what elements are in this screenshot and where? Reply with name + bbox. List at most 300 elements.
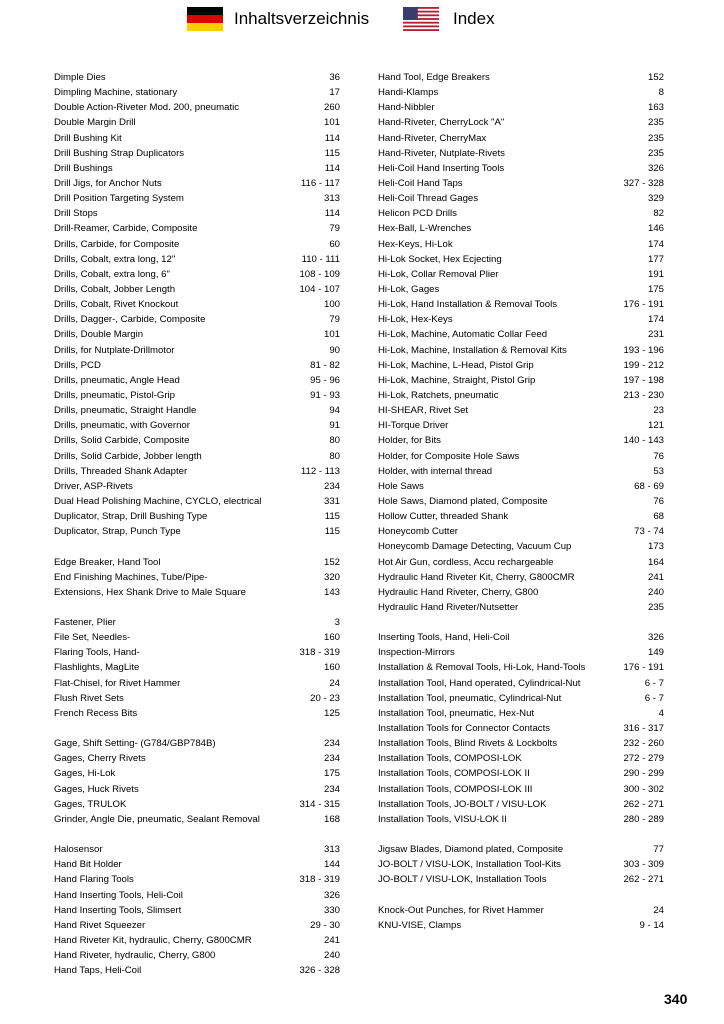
index-term: Gages, Hi-Lok — [54, 768, 116, 780]
index-term: Drills, Cobalt, extra long, 6" — [54, 268, 170, 280]
index-entry — [54, 161, 340, 176]
index-page-ref: 91 - 93 — [310, 389, 340, 401]
index-entry — [54, 297, 340, 312]
index-entry — [54, 343, 340, 358]
index-entry — [378, 358, 664, 373]
index-entry — [54, 691, 340, 706]
index-entry — [54, 221, 340, 236]
index-spacer — [54, 721, 340, 736]
index-term: Hand Riveter Kit, hydraulic, Cherry, G800CMR — [54, 935, 252, 947]
index-page-ref: 234 — [323, 480, 340, 492]
index-page-ref: 68 — [653, 511, 664, 523]
index-entry — [378, 433, 664, 448]
index-term: Installation Tools, Blind Rivets & Lockbolts — [378, 738, 557, 750]
index-entry — [54, 327, 340, 342]
index-term: Jigsaw Blades, Diamond plated, Composite — [378, 844, 564, 856]
index-entry — [54, 963, 340, 978]
index-entry — [54, 282, 340, 297]
index-page-ref: 331 — [323, 495, 340, 507]
index-term: Drills, Cobalt, Rivet Knockout — [54, 299, 179, 311]
index-term: Hi-Lok, Collar Removal Plier — [378, 268, 499, 280]
index-page-ref: 146 — [647, 223, 664, 235]
index-entry — [378, 403, 664, 418]
index-entry — [378, 494, 664, 509]
index-term: Hydraulic Hand Riveter, Cherry, G800 — [378, 586, 539, 598]
index-page-ref: 326 — [323, 889, 340, 901]
index-spacer — [378, 615, 664, 630]
index-term: JO-BOLT / VISU-LOK, Installation Tool-Kits — [378, 859, 561, 871]
index-page-ref: 262 - 271 — [623, 874, 664, 886]
index-page-ref: 101 — [323, 117, 340, 129]
index-page-ref: 176 - 191 — [623, 299, 664, 311]
index-page-ref: 330 — [323, 904, 340, 916]
index-term: Heli-Coil Thread Gages — [378, 193, 479, 205]
index-page-ref: 272 - 279 — [623, 753, 664, 765]
index-term: Hole Saws, Diamond plated, Composite — [378, 495, 548, 507]
index-page-ref: 176 - 191 — [623, 662, 664, 674]
index-term: Drills, Dagger-, Carbide, Composite — [54, 314, 206, 326]
index-term: Driver, ASP-Rivets — [54, 480, 133, 492]
index-entry — [54, 842, 340, 857]
index-page-ref: 110 - 111 — [301, 253, 340, 265]
index-page-ref: 149 — [647, 647, 664, 659]
index-page-ref: 260 — [323, 102, 340, 114]
index-entry — [378, 161, 664, 176]
index-term: Duplicator, Strap, Punch Type — [54, 526, 181, 538]
index-term: Hole Saws — [378, 480, 424, 492]
index-term: Extensions, Hex Shank Drive to Male Square — [54, 586, 246, 598]
index-term: Installation Tools for Connector Contacts — [378, 723, 551, 735]
index-page-ref: 173 — [647, 541, 664, 553]
index-term: Gages, Huck Rivets — [54, 783, 139, 795]
index-entry — [378, 600, 664, 615]
index-entry — [378, 297, 664, 312]
index-term: Heli-Coil Hand Taps — [378, 177, 463, 189]
index-term: Hand Rivet Squeezer — [54, 919, 146, 931]
index-entry — [54, 570, 340, 585]
index-page-ref: 68 - 69 — [634, 480, 664, 492]
index-entry — [54, 872, 340, 887]
index-term: Drills, Double Margin — [54, 329, 144, 341]
index-entry — [54, 766, 340, 781]
index-spacer — [378, 888, 664, 903]
index-page-ref: 9 - 14 — [639, 919, 664, 931]
index-spacer — [54, 600, 340, 615]
index-term: Installation Tools, COMPOSI-LOK III — [378, 783, 533, 795]
index-entry — [378, 464, 664, 479]
index-page-ref: 104 - 107 — [299, 283, 340, 295]
index-page-ref: 76 — [653, 450, 664, 462]
index-term: Dimpling Machine, stationary — [54, 87, 178, 99]
index-term: Dual Head Polishing Machine, CYCLO, electrical — [54, 495, 262, 507]
index-entry — [54, 449, 340, 464]
index-page-ref: 144 — [323, 859, 340, 871]
index-page-ref: 94 — [329, 405, 340, 417]
index-page-ref: 234 — [323, 738, 340, 750]
index-column-left — [54, 70, 340, 978]
index-term: Drill Bushings — [54, 162, 113, 174]
index-term: Drills, Threaded Shank Adapter — [54, 465, 188, 477]
index-entry — [378, 327, 664, 342]
index-page-ref: 240 — [323, 950, 340, 962]
index-page-ref: 326 — [647, 162, 664, 174]
index-page-ref: 90 — [329, 344, 340, 356]
index-term: Hi-Lok, Ratchets, pneumatic — [378, 389, 499, 401]
index-entry — [54, 494, 340, 509]
index-page-ref: 303 - 309 — [623, 859, 664, 871]
index-page-ref: 29 - 30 — [310, 919, 340, 931]
index-term: Hi-Lok, Hex-Keys — [378, 314, 453, 326]
index-entry — [378, 812, 664, 827]
index-entry — [378, 524, 664, 539]
index-term: Hand-Riveter, CherryMax — [378, 132, 487, 144]
index-entry — [378, 191, 664, 206]
index-page-ref: 240 — [647, 586, 664, 598]
index-term: Inserting Tools, Hand, Heli-Coil — [378, 632, 510, 644]
index-entry — [378, 146, 664, 161]
index-page-ref: 174 — [647, 238, 664, 250]
index-term: Drill-Reamer, Carbide, Composite — [54, 223, 198, 235]
index-term: Holder, for Bits — [378, 435, 441, 447]
index-page-ref: 326 — [647, 632, 664, 644]
index-page-ref: 152 — [323, 556, 340, 568]
index-entry — [378, 282, 664, 297]
index-term: Hand-Riveter, Nutplate-Rivets — [378, 147, 505, 159]
index-entry — [378, 766, 664, 781]
index-entry — [54, 660, 340, 675]
index-page-ref: 175 — [323, 768, 340, 780]
index-page-ref: 112 - 113 — [300, 465, 340, 477]
index-entry — [54, 85, 340, 100]
index-entry — [378, 418, 664, 433]
index-term: Hi-Lok, Machine, Automatic Collar Feed — [378, 329, 548, 341]
index-page-ref: 160 — [323, 662, 340, 674]
index-page-ref: 140 - 143 — [623, 435, 664, 447]
index-entry — [378, 691, 664, 706]
index-term: Drills, pneumatic, Pistol-Grip — [54, 389, 176, 401]
index-entry — [378, 630, 664, 645]
index-page-ref: 115 — [324, 511, 340, 523]
index-entry — [378, 312, 664, 327]
index-page-ref: 76 — [653, 495, 664, 507]
index-entry — [54, 524, 340, 539]
index-term: Installation Tools, COMPOSI-LOK II — [378, 768, 530, 780]
index-page-ref: 213 - 230 — [623, 389, 664, 401]
index-term: JO-BOLT / VISU-LOK, Installation Tools — [378, 874, 547, 886]
index-page-ref: 116 - 117 — [300, 177, 340, 189]
index-term: Hand Inserting Tools, Heli-Coil — [54, 889, 183, 901]
index-term: HI-Torque Driver — [378, 420, 449, 432]
index-spacer — [54, 827, 340, 842]
index-page-ref: 231 — [647, 329, 664, 341]
index-term: File Set, Needles- — [54, 632, 131, 644]
index-page-ref: 3 — [334, 617, 340, 629]
index-entry — [378, 479, 664, 494]
index-entry — [378, 570, 664, 585]
index-entry — [378, 206, 664, 221]
index-term: Drill Bushing Kit — [54, 132, 122, 144]
index-term: Hi-Lok, Machine, Straight, Pistol Grip — [378, 374, 536, 386]
index-term: Hand Flaring Tools — [54, 874, 134, 886]
index-page-ref: 174 — [647, 314, 664, 326]
index-spacer — [378, 827, 664, 842]
index-page-ref: 175 — [647, 283, 664, 295]
index-entry — [54, 509, 340, 524]
index-page-ref: 115 — [324, 147, 340, 159]
index-entry — [378, 100, 664, 115]
index-page-ref: 4 — [658, 707, 664, 719]
index-page-ref: 101 — [323, 329, 340, 341]
index-entry — [54, 131, 340, 146]
index-term: Hi-Lok, Hand Installation & Removal Tools — [378, 299, 557, 311]
index-entry — [54, 464, 340, 479]
index-page-ref: 115 — [324, 526, 340, 538]
index-entry — [378, 797, 664, 812]
index-page-ref: 234 — [323, 753, 340, 765]
index-entry — [54, 312, 340, 327]
index-entry — [378, 131, 664, 146]
index-page-ref: 6 - 7 — [644, 692, 664, 704]
index-term: Handi-Klamps — [378, 87, 439, 99]
index-page-ref: 114 — [324, 208, 340, 220]
index-term: Drills, Cobalt, extra long, 12" — [54, 253, 176, 265]
index-entry — [54, 812, 340, 827]
index-term: Hex-Keys, Hi-Lok — [378, 238, 453, 250]
index-term: Halosensor — [54, 844, 103, 856]
index-entry — [378, 343, 664, 358]
index-entry — [378, 676, 664, 691]
index-page-ref: 163 — [647, 102, 664, 114]
index-page-ref: 320 — [323, 571, 340, 583]
index-term: Installation Tools, VISU-LOK II — [378, 813, 507, 825]
page-header — [0, 5, 724, 35]
index-page-ref: 79 — [329, 223, 340, 235]
index-page-ref: 20 - 23 — [310, 692, 340, 704]
index-term: Installation Tool, pneumatic, Hex-Nut — [378, 707, 535, 719]
index-term: Dimple Dies — [54, 72, 106, 83]
index-page-ref: 53 — [653, 465, 664, 477]
index-page-ref: 143 — [323, 586, 340, 598]
index-page-ref: 164 — [647, 556, 664, 568]
index-term: Installation Tools, COMPOSI-LOK — [378, 753, 522, 765]
index-term: Hand Bit Holder — [54, 859, 122, 871]
index-term: Drill Stops — [54, 208, 98, 220]
index-term: Installation Tool, pneumatic, Cylindrical-Nut — [378, 692, 562, 704]
index-term: KNU-VISE, Clamps — [378, 919, 462, 931]
index-term: Hydraulic Hand Riveter/Nutsetter — [378, 601, 519, 613]
index-page-ref: 314 - 315 — [299, 798, 340, 810]
index-term: Duplicator, Strap, Drill Bushing Type — [54, 511, 208, 523]
index-term: Double Action-Riveter Mod. 200, pneumatic — [54, 102, 240, 114]
index-term: HI-SHEAR, Rivet Set — [378, 405, 469, 417]
index-page-ref: 234 — [323, 783, 340, 795]
index-page-ref: 80 — [329, 450, 340, 462]
index-entry — [378, 736, 664, 751]
index-page-ref: 36 — [329, 72, 340, 83]
index-entry — [378, 645, 664, 660]
index-term: Hollow Cutter, threaded Shank — [378, 511, 509, 523]
index-term: Inspection-Mirrors — [378, 647, 455, 659]
index-term: Drills, pneumatic, Angle Head — [54, 374, 180, 386]
index-page-ref: 77 — [653, 844, 664, 856]
index-entry — [54, 115, 340, 130]
index-term: Honeycomb Cutter — [378, 526, 458, 538]
index-entry — [54, 933, 340, 948]
index-page-ref: 8 — [658, 87, 664, 99]
index-page-ref: 280 - 289 — [623, 813, 664, 825]
index-entry — [378, 267, 664, 282]
index-page-ref: 121 — [647, 420, 664, 432]
index-entry — [54, 585, 340, 600]
index-term: Gages, TRULOK — [54, 798, 127, 810]
index-entry — [54, 782, 340, 797]
index-term: Hand Riveter, hydraulic, Cherry, G800 — [54, 950, 216, 962]
us-flag-icon — [403, 7, 439, 31]
index-entry — [54, 100, 340, 115]
index-term: Hi-Lok Socket, Hex Ecjecting — [378, 253, 502, 265]
index-term: Hand Inserting Tools, Slimsert — [54, 904, 182, 916]
index-page-ref: 191 — [647, 268, 664, 280]
index-entry — [378, 555, 664, 570]
index-page-ref: 193 - 196 — [623, 344, 664, 356]
index-term: Gages, Cherry Rivets — [54, 753, 146, 765]
index-page-ref: 73 - 74 — [634, 526, 664, 538]
index-entry — [54, 70, 340, 85]
index-entry — [378, 842, 664, 857]
index-entry — [378, 85, 664, 100]
index-page-ref: 241 — [323, 935, 340, 947]
index-entry — [54, 918, 340, 933]
index-entry — [378, 509, 664, 524]
index-page-ref: 81 - 82 — [310, 359, 340, 371]
index-page-ref: 125 — [323, 707, 340, 719]
index-page-ref: 23 — [653, 405, 664, 417]
index-page-ref: 316 - 317 — [623, 723, 664, 735]
index-term: Hand-Nibbler — [378, 102, 435, 114]
index-entry — [54, 555, 340, 570]
index-entry — [54, 903, 340, 918]
index-term: Hand Taps, Heli-Coil — [54, 965, 142, 977]
index-page-ref: 24 — [653, 904, 664, 916]
index-term: Hi-Lok, Gages — [378, 283, 440, 295]
index-term: Drills, Carbide, for Composite — [54, 238, 180, 250]
index-entry — [378, 706, 664, 721]
index-entry — [378, 237, 664, 252]
index-entry — [378, 857, 664, 872]
index-entry — [54, 146, 340, 161]
index-entry — [54, 676, 340, 691]
index-term: Drills, Cobalt, Jobber Length — [54, 283, 176, 295]
index-page-ref: 168 — [323, 813, 340, 825]
index-term: Double Margin Drill — [54, 117, 136, 129]
index-page-ref: 80 — [329, 435, 340, 447]
index-entry — [378, 176, 664, 191]
index-term: Drill Bushing Strap Duplicators — [54, 147, 185, 159]
index-term: Flat-Chisel, for Rivet Hammer — [54, 677, 181, 689]
index-page-ref: 160 — [323, 632, 340, 644]
index-page-ref: 24 — [329, 677, 340, 689]
index-page-ref: 197 - 198 — [623, 374, 664, 386]
index-entry — [378, 449, 664, 464]
index-term: Drills, Solid Carbide, Composite — [54, 435, 190, 447]
index-term: Drill Jigs, for Anchor Nuts — [54, 177, 162, 189]
index-entry — [378, 872, 664, 887]
index-entry — [54, 630, 340, 645]
index-entry — [54, 206, 340, 221]
index-entry — [378, 782, 664, 797]
index-term: Hex-Ball, L-Wrenches — [378, 223, 472, 235]
index-term: Heli-Coil Hand Inserting Tools — [378, 162, 505, 174]
index-term: Flashlights, MagLite — [54, 662, 140, 674]
index-page-ref: 91 — [329, 420, 340, 432]
index-term: Installation Tool, Hand operated, Cylindrical-Nut — [378, 677, 581, 689]
index-term: Fastener, Plier — [54, 617, 116, 629]
index-page-ref: 262 - 271 — [623, 798, 664, 810]
index-page-ref: 300 - 302 — [623, 783, 664, 795]
index-page-ref: 100 — [323, 299, 340, 311]
index-page-ref: 318 - 319 — [299, 874, 340, 886]
index-term: French Recess Bits — [54, 707, 138, 719]
index-page-ref: 177 — [647, 253, 664, 265]
index-entry — [54, 358, 340, 373]
index-entry — [54, 252, 340, 267]
index-spacer — [54, 539, 340, 554]
index-entry — [378, 70, 664, 85]
index-term: Drills, PCD — [54, 359, 101, 371]
index-entry — [54, 191, 340, 206]
index-entry — [378, 539, 664, 554]
index-entry — [54, 403, 340, 418]
index-entry — [54, 237, 340, 252]
index-page-ref: 235 — [647, 601, 664, 613]
index-page-ref: 235 — [647, 147, 664, 159]
index-term: Installation Tools, JO-BOLT / VISU-LOK — [378, 798, 547, 810]
index-page-ref: 82 — [653, 208, 664, 220]
index-page-ref: 17 — [329, 87, 340, 99]
index-page-ref: 241 — [647, 571, 664, 583]
index-term: Edge Breaker, Hand Tool — [54, 556, 161, 568]
index-page-ref: 318 - 319 — [299, 647, 340, 659]
index-page-ref: 290 - 299 — [623, 768, 664, 780]
index-entry — [54, 888, 340, 903]
index-entry — [54, 267, 340, 282]
index-term: Holder, with internal thread — [378, 465, 493, 477]
index-term: Drills, pneumatic, Straight Handle — [54, 405, 197, 417]
index-entry — [378, 115, 664, 130]
index-page-ref: 232 - 260 — [623, 738, 664, 750]
index-term: Helicon PCD Drills — [378, 208, 457, 220]
index-page-ref: 235 — [647, 132, 664, 144]
index-page-ref: 327 - 328 — [623, 177, 664, 189]
index-column-right — [378, 70, 664, 933]
index-entry — [378, 918, 664, 933]
index-page-ref: 313 — [323, 193, 340, 205]
index-entry — [54, 388, 340, 403]
index-term: Honeycomb Damage Detecting, Vacuum Cup — [378, 541, 572, 553]
index-page-ref: 199 - 212 — [623, 359, 664, 371]
index-page-ref: 95 - 96 — [310, 374, 340, 386]
index-entry — [378, 221, 664, 236]
index-entry — [378, 721, 664, 736]
index-entry — [378, 252, 664, 267]
index-term: Drill Position Targeting System — [54, 193, 184, 205]
index-term: Gage, Shift Setting- (G784/GBP784B) — [54, 738, 216, 750]
index-entry — [54, 857, 340, 872]
title-english: Index — [453, 9, 495, 28]
index-entry — [54, 176, 340, 191]
index-term: Drills, Solid Carbide, Jobber length — [54, 450, 202, 462]
index-term: Flaring Tools, Hand- — [54, 647, 140, 659]
